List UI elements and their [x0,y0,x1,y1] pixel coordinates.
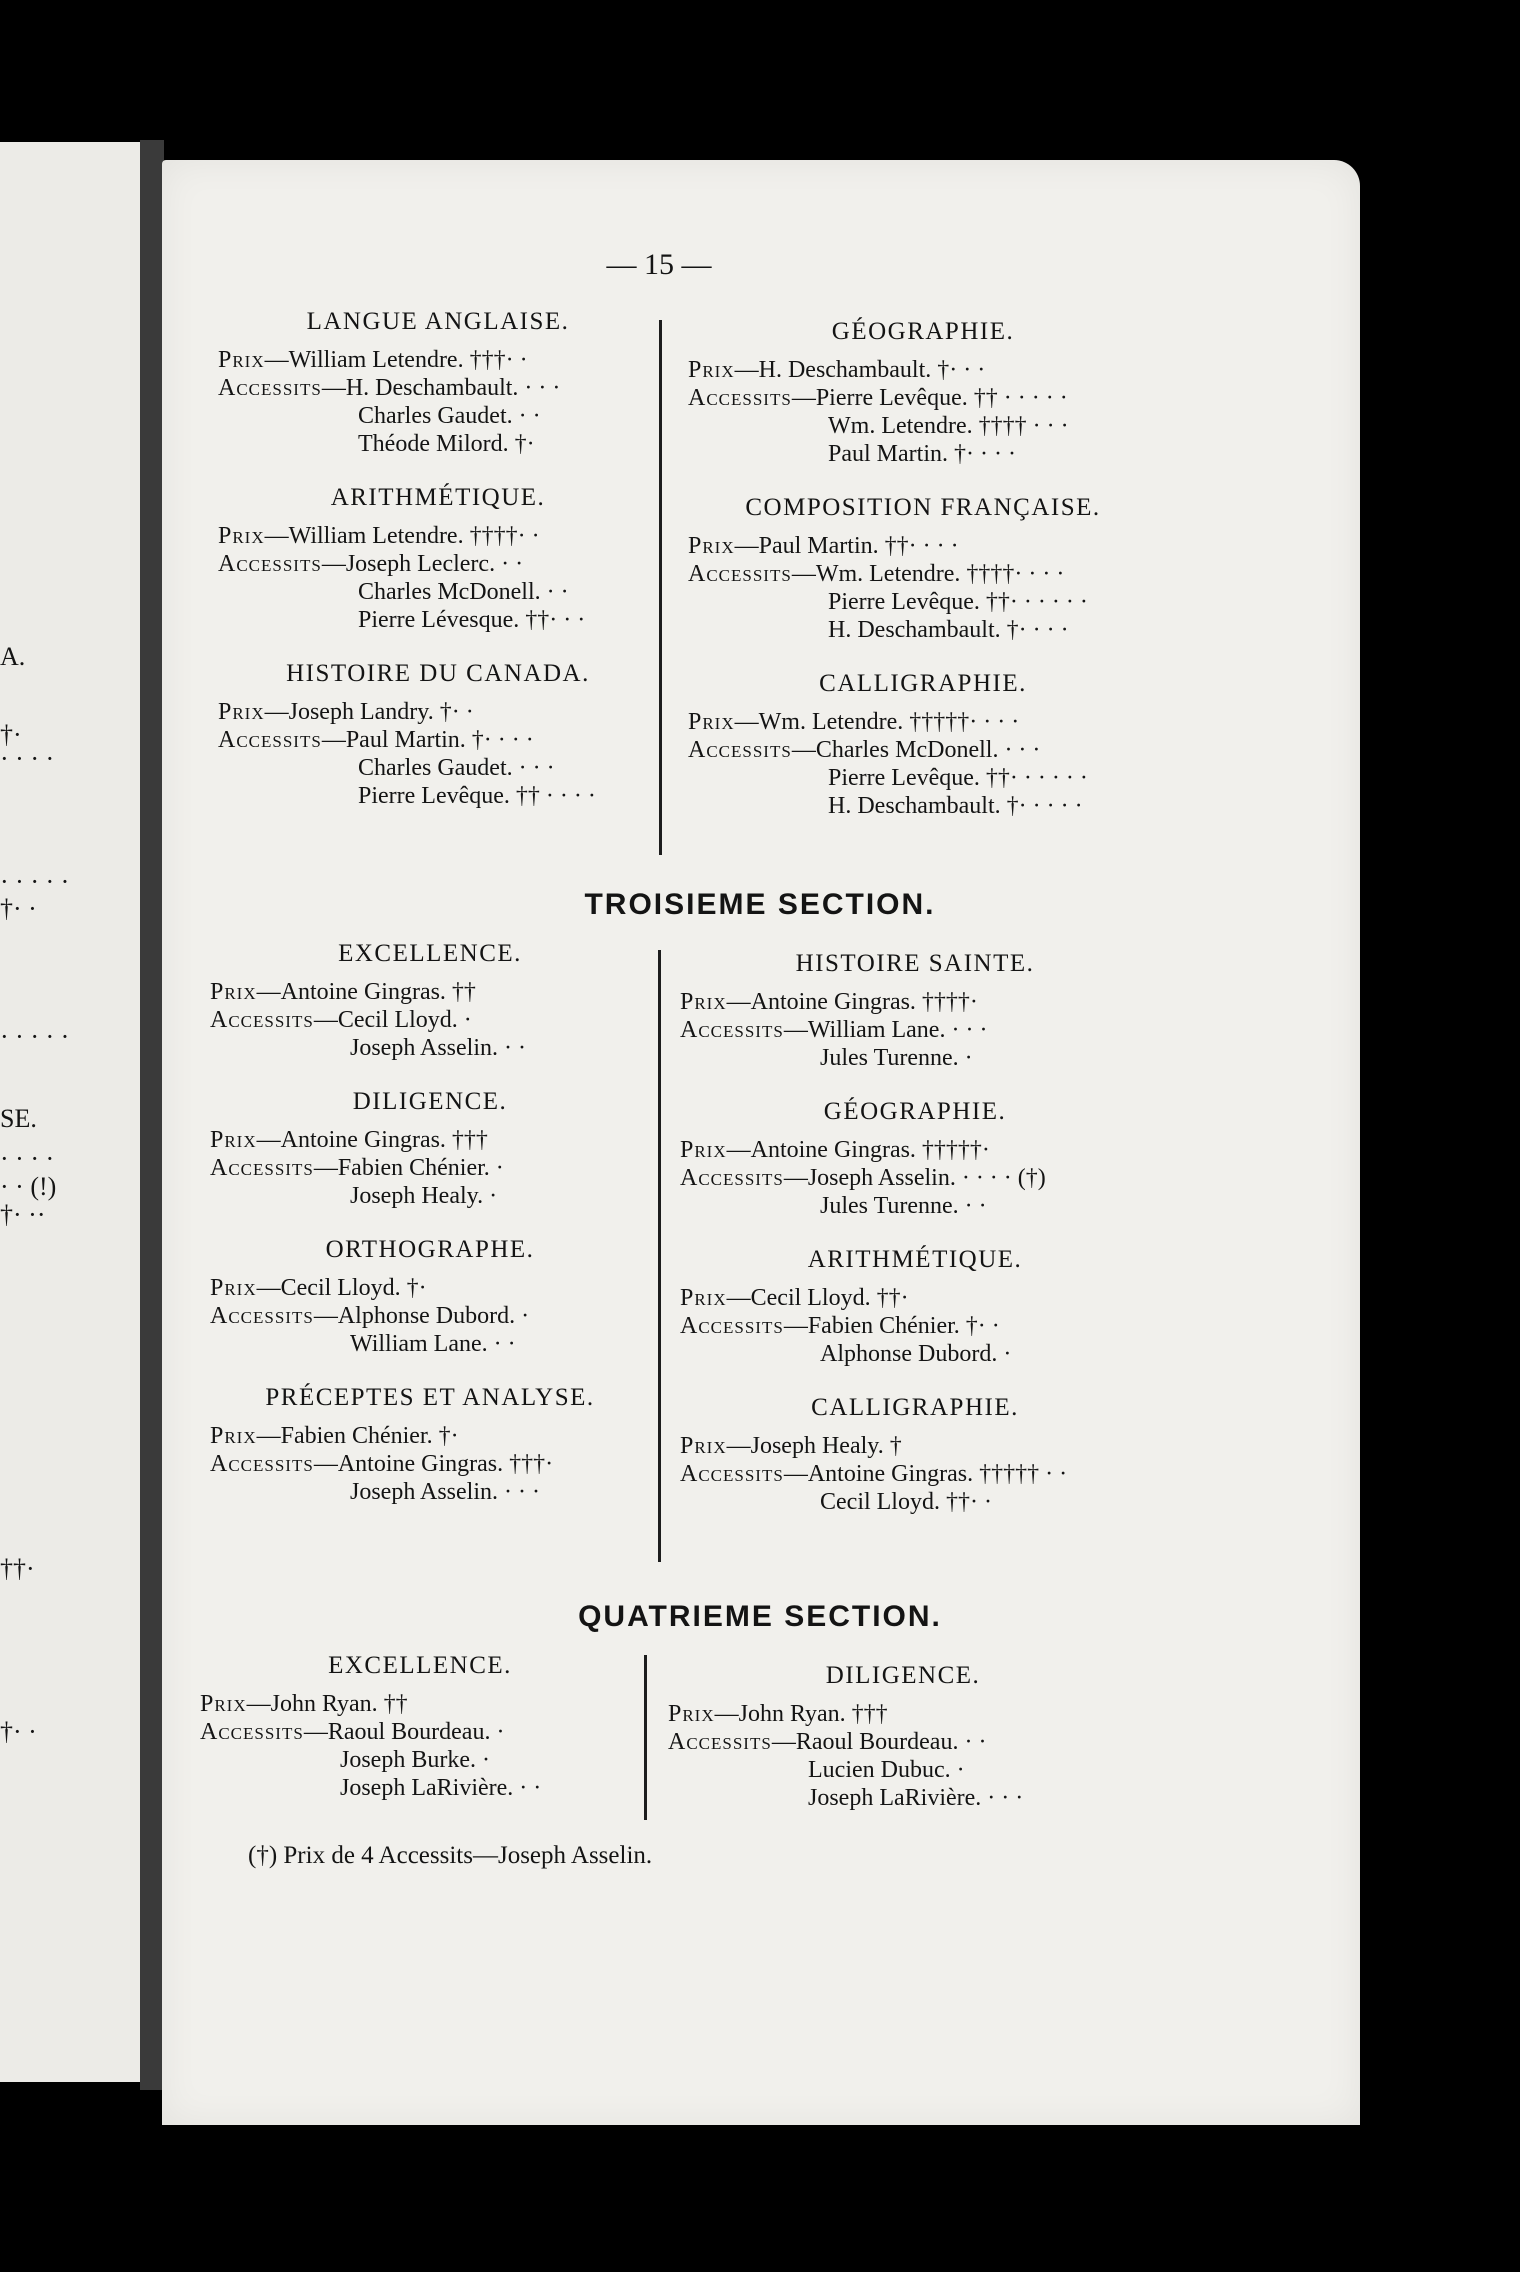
accessits-line [688,560,1158,588]
prix-line [668,1700,1138,1728]
prix-winner: —Joseph Healy. † [726,1433,902,1459]
prix-line [688,532,1158,560]
accessit-name: —Raoul Bourdeau. · · [771,1729,987,1755]
prix-winner: —William Letendre. †††· · [264,347,528,373]
award-block [218,308,658,458]
subject-heading: HISTOIRE SAINTE. [795,950,1035,977]
accessits-label: Accessits [210,1155,314,1181]
award-block [680,1394,1150,1516]
prix-line [218,522,658,550]
prix-line [680,1284,1150,1312]
prix-winner: —Joseph Landry. †· · [264,699,474,725]
accessits-label: Accessits [668,1729,772,1755]
prix-label: Prix [688,709,735,735]
accessits-line [218,726,658,754]
prix-line [210,1422,650,1450]
prix-winner: —John Ryan. †† [246,1691,408,1717]
prix-winner: —Cecil Lloyd. †· [256,1275,427,1301]
facing-page-fragment: A. [0,642,26,671]
accessit-name: —Cecil Lloyd. · [313,1007,472,1033]
award-block [688,670,1158,820]
prix-label: Prix [680,1433,727,1459]
facing-page-fragment: †· ·· [0,1200,46,1229]
accessit-name: —H. Deschambault. · · · [321,375,561,401]
prix-line [210,1126,650,1154]
section-title-quatrieme: QUATRIEME SECTION. [578,1600,942,1633]
facing-page-edge [0,142,150,2082]
column-divider [659,320,662,855]
accessits-label: Accessits [688,385,792,411]
accessits-line [210,1302,650,1330]
prix-winner: —Paul Martin. ††· · · · [734,533,959,559]
accessit-name: Joseph LaRivière. · · · [808,1785,1024,1811]
subject-heading: COMPOSITION FRANÇAISE. [745,494,1101,521]
accessit-name: H. Deschambault. †· · · · · [828,793,1083,819]
prix-line [210,1274,650,1302]
accessit-name: —William Lane. · · · [783,1017,988,1043]
accessit-name: Théode Milord. †· [358,431,535,457]
facing-page-fragment: SE. [0,1104,37,1133]
accessits-line [210,1154,650,1182]
prix-label: Prix [688,357,735,383]
award-block [680,1246,1150,1368]
accessit-name: Pierre Levêque. †† · · · · [358,783,596,809]
prix-label: Prix [688,533,735,559]
accessits-line [688,736,1158,764]
prix-label: Prix [680,989,727,1015]
prix-line [680,1432,1150,1460]
prix-label: Prix [210,979,257,1005]
facing-page-fragment: · · (!) [0,1172,57,1201]
subject-heading: CALLIGRAPHIE. [819,670,1027,697]
prix-winner: —H. Deschambault. †· · · [734,357,986,383]
prix-label: Prix [680,1137,727,1163]
facing-page-fragment: · · · · [0,744,55,773]
prix-line [210,978,650,1006]
prix-winner: —Antoine Gingras. ††††· [726,989,978,1015]
column-divider [644,1655,647,1820]
accessit-name: Pierre Levêque. ††· · · · · · [828,589,1088,615]
accessit-name: —Fabien Chénier. †· · [783,1313,1000,1339]
prix-label: Prix [680,1285,727,1311]
accessit-name: Wm. Letendre. †††† · · · [828,413,1069,439]
prix-label: Prix [218,523,265,549]
award-block [218,484,658,634]
facing-page-fragment: · · · · [0,1144,55,1173]
accessits-line [680,1016,1150,1044]
prix-label: Prix [210,1275,257,1301]
subject-heading: DILIGENCE. [352,1088,508,1115]
prix-line [680,988,1150,1016]
prix-line [218,698,658,726]
subject-heading: HISTOIRE DU CANADA. [286,660,590,687]
accessit-name: —Pierre Levêque. †† · · · · · [791,385,1068,411]
accessits-label: Accessits [210,1451,314,1477]
section-1-right-column [688,318,1158,846]
accessit-name: Lucien Dubuc. · [808,1757,965,1783]
subject-heading: DILIGENCE. [825,1662,981,1689]
accessits-line [668,1728,1138,1756]
award-block [210,940,650,1062]
accessit-name: —Paul Martin. †· · · · [321,727,534,753]
accessits-line [218,550,658,578]
accessits-label: Accessits [218,551,322,577]
award-block [688,494,1158,644]
accessit-name: H. Deschambault. †· · · · [828,617,1069,643]
accessits-label: Accessits [680,1461,784,1487]
subject-heading: ARITHMÉTIQUE. [330,484,546,511]
facing-page-fragment: ††· [0,1554,35,1583]
accessits-label: Accessits [218,727,322,753]
accessits-label: Accessits [688,561,792,587]
accessit-name: Charles Gaudet. · · · [358,755,555,781]
subject-heading: PRÉCEPTES ET ANALYSE. [265,1384,595,1411]
accessit-name: Cecil Lloyd. ††· · [820,1489,992,1515]
prix-winner: —Cecil Lloyd. ††· [726,1285,909,1311]
prix-winner: —John Ryan. ††† [714,1701,888,1727]
accessits-line [210,1450,650,1478]
facing-page-fragment: †· · [0,894,37,923]
award-block [210,1384,650,1506]
award-block [668,1662,1138,1812]
accessit-name: Paul Martin. †· · · · [828,441,1016,467]
accessit-name: —Joseph Leclerc. · · [321,551,524,577]
accessit-name: Joseph Burke. · [340,1747,490,1773]
accessit-name: Charles Gaudet. · · [358,403,541,429]
accessits-label: Accessits [218,375,322,401]
prix-line [200,1690,640,1718]
subject-heading: EXCELLENCE. [338,940,522,967]
column-divider [658,950,661,1562]
accessits-label: Accessits [210,1007,314,1033]
accessit-name: Charles McDonell. · · [358,579,569,605]
award-block [218,660,658,810]
award-block [680,950,1150,1072]
accessit-name: William Lane. · · [350,1331,516,1357]
accessit-name: —Wm. Letendre. ††††· · · · [791,561,1065,587]
book-spine [140,140,164,2090]
award-block [210,1236,650,1358]
accessits-label: Accessits [680,1313,784,1339]
prix-label: Prix [200,1691,247,1717]
section-3-left-column [200,1652,640,1828]
accessits-label: Accessits [680,1017,784,1043]
prix-line [680,1136,1150,1164]
accessits-line [218,374,658,402]
accessit-name: Joseph Asselin. · · · [350,1479,540,1505]
prix-winner: —Antoine Gingras. †† [256,979,476,1005]
prix-label: Prix [668,1701,715,1727]
section-2-left-column [210,940,650,1532]
accessits-label: Accessits [680,1165,784,1191]
subject-heading: GÉOGRAPHIE. [831,318,1015,345]
accessit-name: —Joseph Asselin. · · · · (†) [783,1165,1046,1191]
prix-label: Prix [210,1127,257,1153]
facing-page-fragment: †· · [0,1717,37,1746]
prix-line [688,356,1158,384]
facing-page-fragment: · · · · · [0,867,70,896]
subject-heading: LANGUE ANGLAISE. [306,308,570,335]
accessit-name: —Antoine Gingras. ††††† · · [783,1461,1068,1487]
subject-heading: EXCELLENCE. [328,1652,512,1679]
award-block [680,1098,1150,1220]
section-2-right-column [680,950,1150,1542]
accessits-line [688,384,1158,412]
prix-winner: —Fabien Chénier. †· [256,1423,459,1449]
facing-page-fragment: †· [0,720,22,749]
accessit-name: Jules Turenne. · [820,1045,973,1071]
subject-heading: ORTHOGRAPHE. [325,1236,535,1263]
accessit-name: Pierre Levêque. ††· · · · · · [828,765,1088,791]
accessit-name: Joseph LaRivière. · · [340,1775,542,1801]
prix-label: Prix [218,699,265,725]
accessits-label: Accessits [200,1719,304,1745]
award-block [688,318,1158,468]
prix-winner: —William Letendre. ††††· · [264,523,540,549]
accessit-name: —Alphonse Dubord. · [313,1303,530,1329]
prix-line [688,708,1158,736]
accessit-name: —Raoul Bourdeau. · [303,1719,505,1745]
page-number: — 15 — [606,248,712,281]
accessit-name: Jules Turenne. · · [820,1193,987,1219]
accessit-name: —Fabien Chénier. · [313,1155,504,1181]
subject-heading: CALLIGRAPHIE. [811,1394,1019,1421]
accessit-name: —Antoine Gingras. †††· [313,1451,554,1477]
prix-winner: —Antoine Gingras. †††††· [726,1137,990,1163]
accessit-name: Joseph Healy. · [350,1183,498,1209]
accessit-name: Joseph Asselin. · · [350,1035,526,1061]
section-3-right-column [668,1662,1138,1838]
accessit-name: Alphonse Dubord. · [820,1341,1012,1367]
footnote: (†) Prix de 4 Accessits—Joseph Asselin. [248,1842,653,1869]
award-block [210,1088,650,1210]
accessits-line [680,1164,1150,1192]
accessits-line [680,1312,1150,1340]
accessit-name: —Charles McDonell. · · · [791,737,1041,763]
prix-label: Prix [210,1423,257,1449]
subject-heading: GÉOGRAPHIE. [823,1098,1007,1125]
section-title-troisieme: TROISIEME SECTION. [584,888,936,921]
accessit-name: Pierre Lévesque. ††· · · [358,607,586,633]
section-1-left-column [218,308,658,836]
accessits-label: Accessits [688,737,792,763]
accessits-line [210,1006,650,1034]
accessits-label: Accessits [210,1303,314,1329]
subject-heading: ARITHMÉTIQUE. [807,1246,1023,1273]
prix-winner: —Antoine Gingras. ††† [256,1127,488,1153]
prix-label: Prix [218,347,265,373]
prix-line [218,346,658,374]
facing-page-fragment: · · · · · [0,1022,70,1051]
award-block [200,1652,640,1802]
prix-winner: —Wm. Letendre. †††††· · · · [734,709,1020,735]
accessits-line [680,1460,1150,1488]
accessits-line [200,1718,640,1746]
